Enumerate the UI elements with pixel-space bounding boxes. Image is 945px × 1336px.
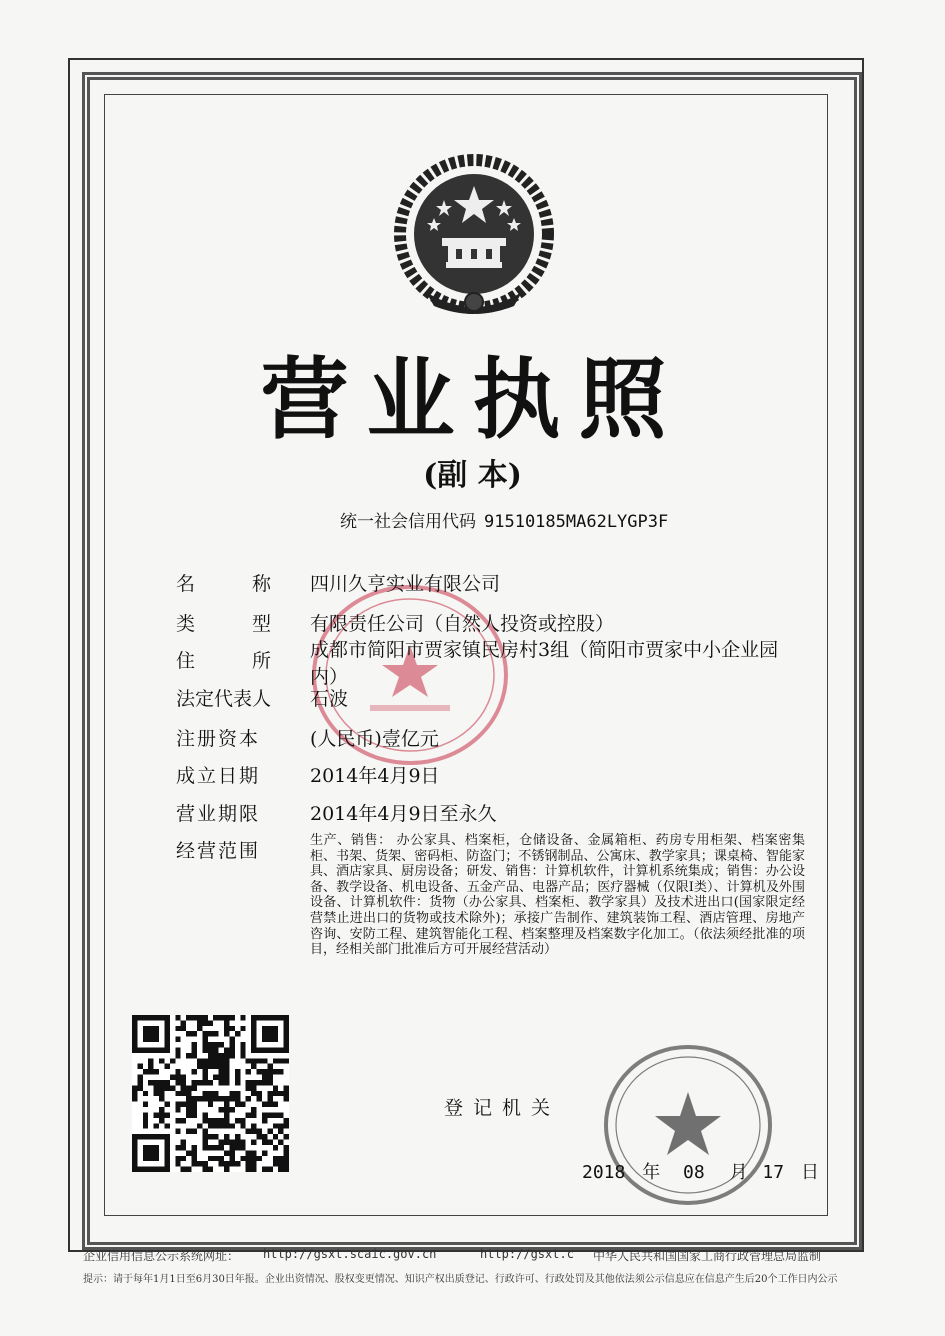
document-title: 营业执照 (260, 347, 685, 451)
field-capital-label: 注册资本 (176, 728, 261, 750)
footer-system-label: 企业信用信息公示系统网址： (83, 1249, 240, 1263)
footer-url-1[interactable]: http://gsxt.scaic.gov.cn (263, 1247, 437, 1261)
credit-code-label: 统一社会信用代码 (340, 512, 476, 532)
field-term-label: 营业期限 (176, 803, 261, 825)
qr-code (132, 1015, 289, 1172)
field-scope-value: 生产、销售： 办公家具、档案柜，仓储设备、金属箱柜、药房专用柜架、档案密集柜、书架、货架、密码柜、防盗门；不锈钢制品、公寓床、教学家具；课桌椅、智能家具、酒店家具、厨房设备；研发、销售：计算机软件，计算机系统集成；销售：办公设备、教学设备、机电设备、五金产品、电器产品；医疗器械（仅限I类）、计算机及外围设备、计算机软件：货物（办公家具、档案柜、教学家具）及技术进出口(国家限定经营禁止进出口的货物或技术除外)；承接广告制作、建筑装饰工程、酒店管理、房地产咨询、安防工程、建筑智能化工程、档案整理及档案数字化加工。（依法须经批准的项目，经相关部门批准后方可开展经营活动） (310, 833, 805, 958)
footer-issuer: 中华人民共和国国家工商行政管理总局监制 (593, 1249, 822, 1263)
credit-code-value: 91510185MA62LYGP3F (484, 512, 669, 532)
field-type-value: 有限责任公司（自然人投资或控股） (310, 613, 615, 635)
credit-code-line (340, 507, 668, 532)
footer-url-2[interactable]: http://gsxt.c (480, 1247, 574, 1261)
field-legal-rep-label: 法定代表人 (176, 688, 272, 710)
field-established-value: 2014年4月9日 (310, 765, 440, 787)
field-legal-rep-value: 石波 (310, 688, 349, 710)
date-year: 2018 (582, 1162, 626, 1183)
date-month-unit: 月 (729, 1162, 748, 1183)
field-type-label: 类 型 (176, 613, 272, 635)
field-name-label: 名 称 (176, 573, 272, 595)
date-year-unit: 年 (642, 1162, 661, 1183)
document-subtitle: (副 本) (423, 458, 522, 493)
date-month: 08 (683, 1162, 705, 1183)
registration-authority-label: 登记机关 (444, 1097, 561, 1119)
date-day: 17 (762, 1162, 785, 1183)
field-term-value: 2014年4月9日至永久 (310, 803, 497, 825)
authority-seal-stamp (598, 1040, 778, 1210)
field-name-value: 四川久亨实业有限公司 (310, 573, 501, 595)
field-established-label: 成立日期 (176, 765, 261, 787)
field-scope-label: 经营范围 (176, 840, 261, 862)
footer-notice: 提示：请于每年1月1日至6月30日年报。企业出资情况、股权变更情况、知识产权出质登记、行政许可、行政处罚及其他依法须公示信息应在信息产生后20个工作日内公示 (83, 1274, 838, 1285)
field-capital-value: (人民币)壹亿元 (310, 728, 439, 750)
date-day-unit: 日 (800, 1162, 819, 1183)
field-address-value: 成都市简阳市贾家镇民房村3组（简阳市贾家中小企业园内） (310, 639, 779, 688)
field-address-label: 住 所 (176, 650, 272, 672)
national-emblem-icon (386, 152, 562, 322)
registration-date (582, 1158, 819, 1184)
